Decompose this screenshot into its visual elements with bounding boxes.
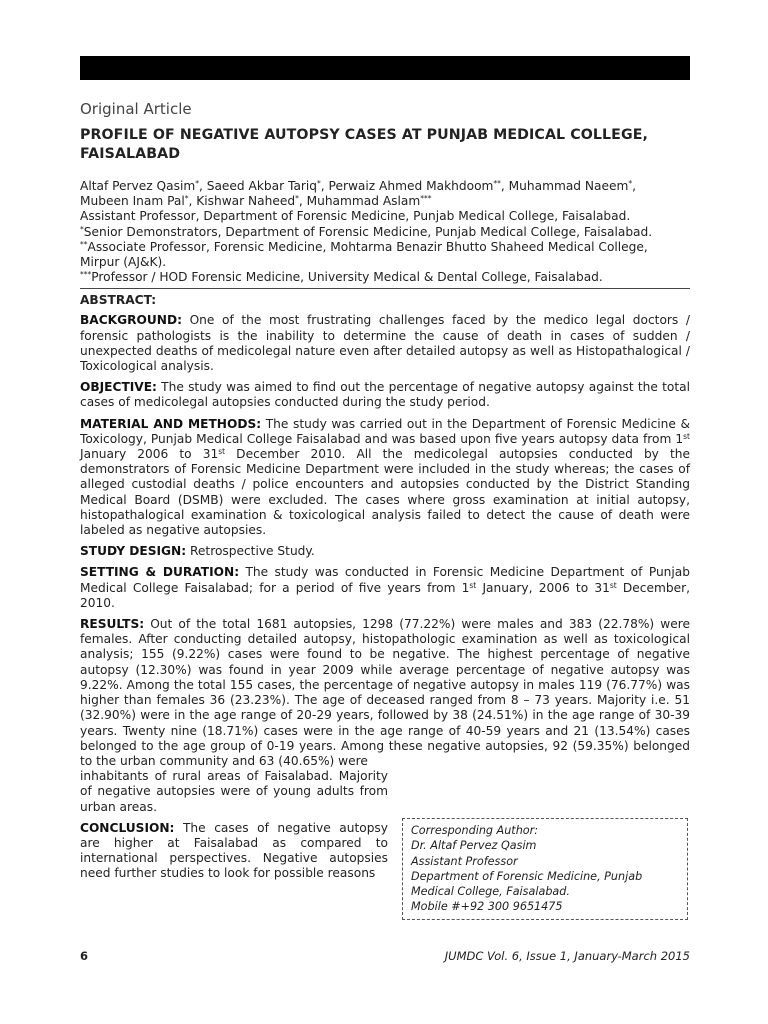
affiliation-text: Associate Professor, Forensic Medicine, Mohtarma Benazir Bhutto Shaheed Medical College, Mirpur (AJ&K). (80, 239, 648, 270)
affiliation-mark: * (80, 224, 84, 234)
section-text: The study was carried out in the Department of Forensic Medicine & Toxicology, Punjab Medical College Faisalabad and was based upon five years autopsy data from 1 (80, 416, 691, 446)
section-text: The study was aimed to find out the percentage of negative autopsy against the total cases of medicolegal autopsies conducted during the study period. (80, 380, 690, 410)
section-text: The study was conducted in Forensic Medicine Department of Punjab Medical College Faisalabad; for a period of five years from 1 (80, 565, 690, 595)
corresponding-name: Dr. Altaf Pervez Qasim (411, 839, 537, 853)
section-text: December, 2010. (80, 580, 690, 610)
abstract-heading: ABSTRACT: (80, 293, 157, 308)
affiliation-text: Senior Demonstrators, Department of Forensic Medicine, Punjab Medical College, Faisalabad. (83, 224, 653, 239)
author-name: , Perwaiz Ahmed Makhdoom (320, 179, 494, 193)
affiliation-mark: * (628, 179, 633, 188)
journal-citation: JUMDC Vol. 6, Issue 1, January-March 2015 (444, 949, 690, 963)
section-text: The cases of negative autopsy are higher at Faisalabad as compared to international perspectives. Negative autopsies need further studies to look for possible reasons (80, 820, 388, 881)
section-text: January, 2006 to 31 (476, 580, 610, 595)
section-text: Out of the total 1681 autopsies, 1298 (77.22%) were males and 383 (22.78%) were females. After conducting detailed autopsy, histopathologic examination as well as toxicological analysis; 155 (9.22%) cases were found to be negative. The highest percentage of negative autopsy (12.30%) was found in year 2009 while average percentage of negative autopsy was 9.22%. Among the total 155 cases, the percentage of negative autopsy in males 119 (76.77%) was higher than females 36 (23.23%). The age of deceased ranged from 8 – 73 years. Majority i.e. 51 (32.90%) were in the age range of 20-29 years, followed by 38 (24.51%) in the age range of 30-39 years. Twenty nine (18.71%) cases were in the age range of 40-59 years and 21 (13.54%) cases belonged to the age group of 0-19 years. Among these negative autopsies, 92 (59.35%) belonged to the urban community and 63 (40.65%) were (80, 617, 690, 768)
results-continuation: inhabitants of rural areas of Faisalabad. Majority of negative autopsies were of young adults from urban areas. (80, 769, 388, 814)
design-paragraph (80, 544, 690, 559)
affiliation-mark: *** (80, 270, 92, 280)
section-label: MATERIAL AND METHODS: (80, 416, 262, 431)
author-block (80, 179, 690, 285)
affiliation-mark: ** (493, 179, 501, 188)
corresponding-title: Assistant Professor (411, 854, 518, 868)
background-paragraph (80, 313, 690, 374)
author-name: Mubeen Inam Pal (80, 194, 185, 209)
objective-paragraph (80, 380, 690, 410)
affiliation-3 (80, 240, 690, 270)
corresponding-author-box (402, 818, 688, 920)
affiliation-2 (80, 225, 690, 240)
section-label: SETTING & DURATION: (80, 565, 240, 580)
author-name: Altaf Pervez Qasim (80, 179, 196, 193)
section-text: January 2006 to 31 (80, 447, 219, 462)
ordinal-suffix: st (683, 431, 690, 441)
section-text: One of the most frustrating challenges faced by the medico legal doctors / forensic pathologists is the inability to determine the cause of death in cases of sudden / unexpected deaths of medicolegal nature even after detailed autopsy as well as Histopathalogical / Toxicological analysis. (80, 313, 690, 374)
corresponding-department: Department of Forensic Medicine, Punjab Medical College, Faisalabad. (411, 869, 643, 899)
article-type: Original Article (80, 100, 192, 118)
section-divider (80, 288, 690, 289)
setting-paragraph (80, 565, 690, 611)
ordinal-suffix: st (469, 580, 477, 590)
section-label: RESULTS: (80, 617, 145, 632)
affiliation-mark: * (195, 179, 199, 188)
page-number: 6 (80, 949, 89, 963)
corresponding-label: Corresponding Author: (411, 824, 538, 837)
affiliation-mark: * (295, 194, 299, 204)
affiliation-mark: * (184, 194, 189, 204)
section-label: CONCLUSION: (80, 820, 175, 835)
section-text: Retrospective Study. (186, 544, 315, 559)
author-line-1 (80, 179, 690, 194)
affiliation-mark: * (317, 179, 321, 188)
affiliation-mark: ** (80, 239, 88, 249)
conclusion-paragraph (80, 821, 388, 882)
section-text: December 2010. All the medicolegal autopsies conducted by the demonstrators of Forensic Medicine Department were included in the study whereas; the cases of alleged custodial deaths / police encounters and autopsies conducted by the District Standing Medical Board (DSMB) were excluded. The cases where gross examination at initial autopsy, histopathalogical examination & toxicological analysis failed to detect the cause of death were labeled as negative autopsies. (80, 447, 690, 538)
author-line-2 (80, 194, 690, 209)
results-paragraph (80, 617, 690, 769)
article-page (80, 56, 691, 914)
methods-paragraph (80, 417, 690, 539)
section-label: BACKGROUND: (80, 313, 182, 328)
corresponding-phone: Mobile #+92 300 9651475 (411, 900, 563, 914)
author-separator: , (632, 179, 636, 193)
header-bar (80, 56, 690, 80)
author-name: , Kishwar Naheed (188, 194, 296, 209)
affiliation-text: Professor / HOD Forensic Medicine, University Medical & Dental College, Faisalabad. (91, 270, 603, 285)
author-name: , Muhammad Naeem (500, 179, 629, 193)
affiliation-mark: *** (420, 194, 432, 204)
author-name: , Saeed Akbar Tariq (198, 179, 318, 193)
affiliation-1: Assistant Professor, Department of Forensic Medicine, Punjab Medical College, Faisalabad. (80, 209, 631, 224)
section-label: OBJECTIVE: (80, 380, 157, 395)
ordinal-suffix: st (218, 447, 226, 457)
section-label: STUDY DESIGN: (80, 544, 187, 559)
affiliation-4 (80, 270, 690, 285)
ordinal-suffix: st (609, 580, 617, 590)
article-title: PROFILE OF NEGATIVE AUTOPSY CASES AT PUNJAB MEDICAL COLLEGE, FAISALABAD (80, 127, 648, 162)
author-name: , Muhammad Aslam (298, 194, 421, 209)
